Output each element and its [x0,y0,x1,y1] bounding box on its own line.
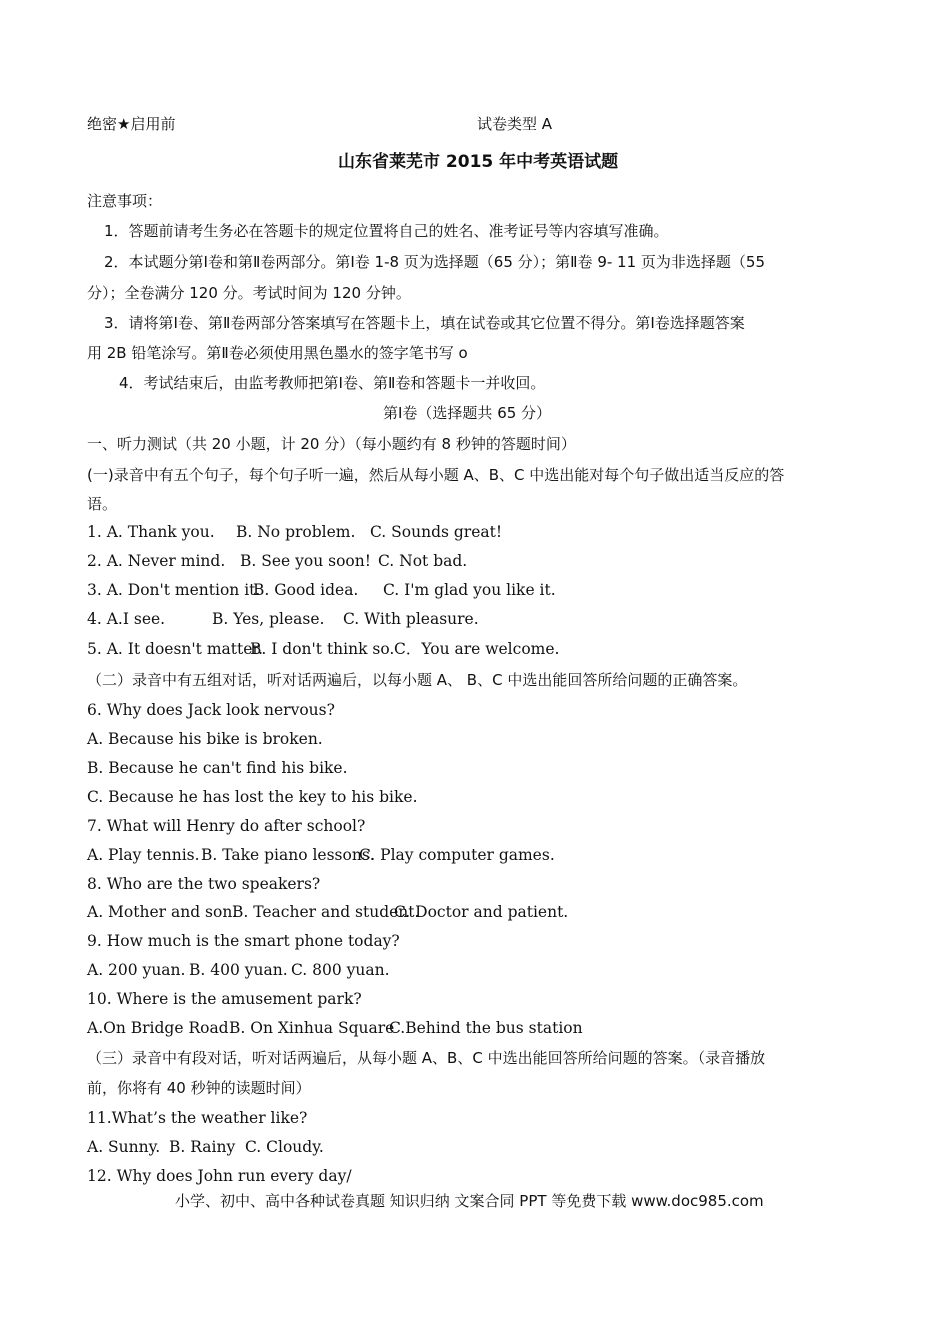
secret-label: 绝密★启用前 [87,115,176,133]
q9-question: 9. How much is the smart phone today? [87,932,400,950]
q6-option-a: A. Because his bike is broken. [87,730,323,748]
q1-option-b: B. No problem. [236,523,356,541]
q3-option-b: B. Good idea. [253,581,359,599]
note-item-2-line-1: 2．本试题分第Ⅰ卷和第Ⅱ卷两部分。第Ⅰ卷 1-8 页为选择题（65 分）；第Ⅱ卷 9- 11 页为非选择题（55 [104,253,765,271]
part3-instructions-line-1: （三）录音中有段对话，听对话两遍后，从每小题 A、B、C 中选出能回答所给问题的答案。（录音播放 [87,1049,766,1067]
q4-option-a: 4. A.I see. [87,610,166,628]
q3-option-a: 3. A. Don't mention it. [87,581,261,599]
note-item-4: 4．考试结束后，由监考教师把第Ⅰ卷、第Ⅱ卷和答题卡一并收回。 [119,374,546,392]
q9-option-c: C. 800 yuan. [291,961,390,979]
q2-option-c: C. Not bad. [378,552,468,570]
q6-question: 6. Why does Jack look nervous? [87,701,335,719]
q11-option-c: C. Cloudy. [245,1138,324,1156]
q4-option-b: B. Yes, please. [212,610,325,628]
q5-option-b: B. I don't think so. [250,640,395,658]
q9-option-b: B. 400 yuan. [189,961,288,979]
q10-question: 10. Where is the amusement park? [87,990,362,1008]
q1-option-c: C. Sounds great! [370,523,503,541]
paper-type-label: 试卷类型 A [477,115,553,133]
q10-option-a: A.On Bridge Road [87,1019,229,1037]
q6-option-b: B. Because he can't find his bike. [87,759,348,777]
q2-option-a: 2. A. Never mind. [87,552,226,570]
q4-option-c: C. With pleasure. [343,610,479,628]
q7-question: 7. What will Henry do after school? [87,817,366,835]
note-item-1: 1．答题前请考生务必在答题卡的规定位置将自己的姓名、准考证号等内容填写准确。 [104,222,669,240]
q7-option-a: A. Play tennis. [87,846,200,864]
q10-option-c: C.Behind the bus station [389,1019,583,1037]
volume-heading: 第Ⅰ卷（选择题共 65 分） [383,404,552,422]
q8-option-b: B. Teacher and student. [232,903,420,921]
q6-option-c: C. Because he has lost the key to his bike. [87,788,418,806]
section-heading-listening: 一、听力测试（共 20 小题，计 20 分）（每小题约有 8 秒钟的答题时间） [87,435,576,453]
part1-instructions-line-2: 语。 [87,495,118,513]
q11-option-b: B. Rainy [169,1138,236,1156]
q7-option-c: C. Play computer games. [359,846,555,864]
q8-option-c: C. Doctor and patient. [394,903,569,921]
part3-instructions-line-2: 前，你将有 40 秒钟的读题时间） [87,1079,311,1097]
q7-option-b: B. Take piano lessons. [201,846,375,864]
q12-question: 12. Why does John run every day/ [87,1167,352,1185]
q8-option-a: A. Mother and son. [87,903,238,921]
q9-option-a: A. 200 yuan. [87,961,186,979]
note-item-3-line-1: 3．请将第Ⅰ卷、第Ⅱ卷两部分答案填写在答题卡上，填在试卷或其它位置不得分。第Ⅰ卷选择题答案 [104,314,745,332]
q5-option-c: C．You are welcome. [394,640,560,658]
q11-question: 11.What’s the weather like? [87,1109,308,1127]
note-item-3-line-2: 用 2B 铅笔涂写。第Ⅱ卷必须使用黑色墨水的签字笔书写 o [87,344,468,362]
q8-question: 8. Who are the two speakers? [87,875,321,893]
q1-option-a: 1. A. Thank you. [87,523,215,541]
part1-instructions-line-1: (一)录音中有五个句子，每个句子听一遍，然后从每小题 A、B、C 中选出能对每个句子做出适当反应的答 [87,466,785,484]
part2-instructions: （二）录音中有五组对话，听对话两遍后，以每小题 A、 B、C 中选出能回答所给问题的正确答案。 [87,671,748,689]
notes-heading: 注意事项： [87,192,163,210]
q3-option-c: C. I'm glad you like it. [383,581,556,599]
q11-option-a: A. Sunny. [87,1138,161,1156]
q5-option-a: 5. A. It doesn't matter. [87,640,264,658]
q10-option-b: B. On Xinhua Square [229,1019,395,1037]
page-title: 山东省莱芜市 2015 年中考英语试题 [338,152,619,172]
page-footer: 小学、初中、高中各种试卷真题 知识归纳 文案合同 PPT 等免费下载 www.doc985.com [175,1192,764,1210]
q2-option-b: B. See you soon! [240,552,371,570]
note-item-2-line-2: 分）；全卷满分 120 分。考试时间为 120 分钟。 [87,284,411,302]
